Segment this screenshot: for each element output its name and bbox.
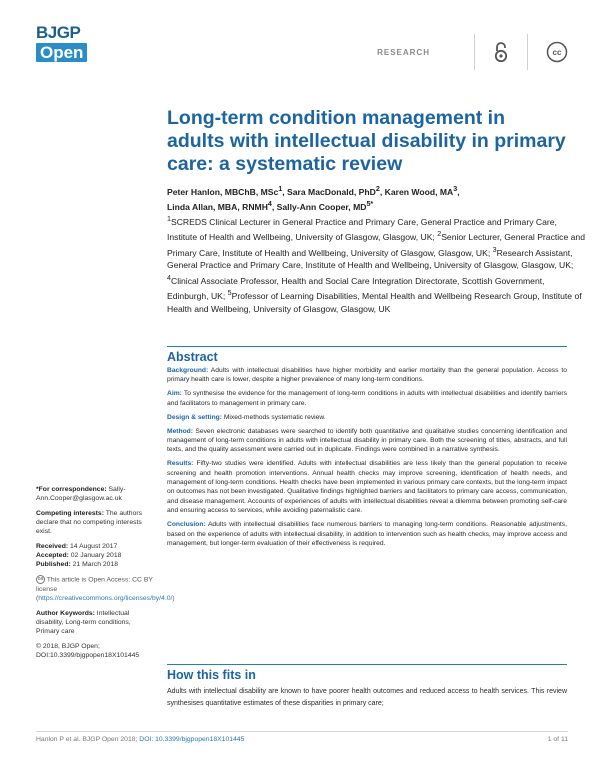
doi-link[interactable]: DOI: 10.3399/bjgpopen18X101445 [139,736,245,743]
abstract-section [167,427,567,455]
author[interactable] [167,202,272,212]
abstract-text: Seven electronic databases were searched to identify both quantitative and qualitative studies concerning identification and management of long-term conditions in adults with intellectual disability in primary care. Both the screening of titles, abstracts, and full texts, and the quality assessment were carried out in duplicate. Findings were combined in a narrative synthesis. [167,427,567,454]
research-label: RESEARCH [377,47,430,57]
cc-text: cc [552,48,562,57]
creative-commons-icon [546,41,568,63]
received-value: 14 August 2017 [68,543,118,551]
author-affil-ref: 2 [375,185,380,193]
published-value: 21 March 2018 [70,561,118,569]
page-number: 1 of 11 [547,736,568,743]
accepted-value: 02 January 2018 [68,552,122,560]
affil-number: 5 [227,289,232,298]
author-affil-ref: 4 [267,200,272,209]
author[interactable] [277,202,374,212]
accepted-label: Accepted: [36,552,69,560]
competing-label: Competing interests: [36,509,104,517]
affil-number: 3 [492,245,497,254]
keywords-label: Author Keywords: [36,609,95,617]
logo-top-text: BJGP [36,23,81,42]
affil-text: Professor of Learning Disabilities, Mental Health and Wellbeing Research Group, Institute of Health and Wellbeing, University of Glasgow, Glasgow, UK [167,291,582,314]
abstract-text: Fifty-two studies were identified. Adults with intellectual disabilities are less likely than the general population to receive screening and health promotion interventions. Annual health checks may improve screening, identification of health needs, and management of long-term conditions. Health checks have been implemented in various primary care contexts, but the long-term impact on outcomes has not been investigated. Qualitative findings highlighted barriers and facilitators to primary care access, communication, and disease management. Accounts of experiences of adults with intellectual disabilities reveal a dilemma between promoting self-care and ensuring access to services, while avoiding paternalistic care. [167,460,567,515]
license-link[interactable]: https://creativecommons.org/licenses/by/4.0/ [38,594,173,602]
affil-text: Research Assistant, General Practice and Primary Care, Institute of Health and Wellbeing, University of Glasgow, Glasgow, UK; [167,247,574,271]
author-name: Karen Wood [384,186,436,197]
open-access-note [36,575,175,603]
abstract-label: Design & setting: [167,413,222,421]
oa-text-end: ) [172,594,175,602]
citation-text: Hanlon P et al. BJGP Open 2018; [36,736,140,743]
competing-interests [36,509,154,537]
author[interactable] [385,187,458,197]
keywords-value: Intellectual disability, Long-term conditions, Primary care [36,609,131,635]
abstract-section [167,459,567,515]
section-rule [167,346,567,347]
author[interactable] [167,187,282,197]
affiliations [167,213,587,315]
author-affil-ref: 1 [278,185,283,193]
abstract-label: Method: [167,427,193,435]
author-name: Linda Allan [167,202,213,213]
author-credentials: , MBA, RNMH [213,202,268,213]
abstract-label: Conclusion: [167,521,206,529]
author-credentials: , MBChB, MSc [220,186,279,197]
footer-citation [36,736,244,743]
author-separator: , [379,186,385,197]
how-this-fits-heading: How this fits in [167,668,256,682]
divider [474,34,475,70]
correspondence-email[interactable]: Sally-Ann.Cooper@glasgow.ac.uk [36,486,126,503]
abstract-section [167,413,567,422]
affil-text: SCREDS Clinical Lecturer in General Practice and Primary Care, General Practice and Primary Care, Institute of Health and Wellbeing, University of Glasgow, Glasgow, UK; [167,216,557,243]
abstract-body [167,366,567,553]
author-credentials: , MD [348,202,367,213]
abstract-label: Background: [167,367,209,374]
abstract-text: To synthesise the evidence for the management of long-term conditions in adults with intellectual disabilities and identify barriers and facilitators to management in primary care. [167,390,567,407]
oa-text: This article is Open Access: CC BY license ( [36,576,153,602]
copyright: © 2018, BJGP Open; DOI:10.3399/bjgpopen18X101445 [36,642,140,659]
author-list [167,183,567,214]
author-separator: , [457,186,460,197]
abstract-section [167,389,567,408]
abstract-text: Mixed-methods systematic review. [222,413,326,421]
author-name: Sally-Ann Cooper [276,202,349,213]
divider [527,34,528,70]
logo-bottom-text: Open [36,43,87,62]
author-credentials: , PhD [353,186,376,197]
abstract-label: Results: [167,460,194,468]
received-label: Received: [36,543,69,551]
author-name: Sara MacDonald [287,186,354,197]
author[interactable] [287,187,380,197]
affil-number: 2 [437,230,442,239]
page-footer [36,731,568,743]
abstract-text: Adults with intellectual disabilities face numerous barriers to managing long-term conditions. Reasonable adjustments, based on the experience of adults with intellectual disability, in addition to intervention such as health checks, may improve access and management, but longer-term evaluation of their effectiveness is required. [167,521,567,547]
affil-number: 4 [167,273,171,282]
article-title: Long-term condition management in adults with intellectual disability in primary care: a systematic review [167,107,566,175]
author-separator: , [271,202,277,213]
author-affil-ref: 3 [453,185,458,193]
correspondence [36,485,154,503]
author-affil-ref: 5* [366,200,374,209]
header-badges [377,34,568,70]
abstract-section [167,366,567,385]
affil-text: Clinical Associate Professor, Health and Social Care Integration Directorate, Scottish Government, Edinburgh, UK; [167,275,545,302]
author-separator: , [282,186,288,197]
section-rule [167,664,567,665]
affil-text: Senior Lecturer, General Practice and Primary Care, Institute of Health and Wellbeing, University of Glasgow, Glasgow, UK; [167,232,585,258]
affil-number: 1 [167,215,171,223]
published-label: Published: [36,561,71,569]
abstract-text: Adults with intellectual disabilities have higher morbidity and earlier mortality than the general population. Access to primary health care is lower, despite a higher prevalence of many long-term conditions. [167,367,567,384]
open-access-icon [493,41,509,63]
competing-value: The authors declare that no competing interests exist. [36,509,143,536]
article-info-sidebar [36,485,175,666]
correspondence-label: *For correspondence: [36,486,107,493]
keywords [36,609,154,637]
abstract-section [167,520,567,548]
author-credentials: , MA [435,186,454,197]
author-name: Peter Hanlon [167,186,221,197]
dates [36,542,154,570]
oa-small-icon: oa [37,576,44,583]
how-this-fits-text: Adults with intellectual disability are known to have poorer health outcomes and reduced access to health services. This review synthesises quantitative estimates of these disparities in primary care; [167,688,567,707]
abstract-label: Aim: [167,390,182,398]
bjgp-open-logo[interactable] [36,24,110,64]
abstract-heading: Abstract [167,350,218,364]
